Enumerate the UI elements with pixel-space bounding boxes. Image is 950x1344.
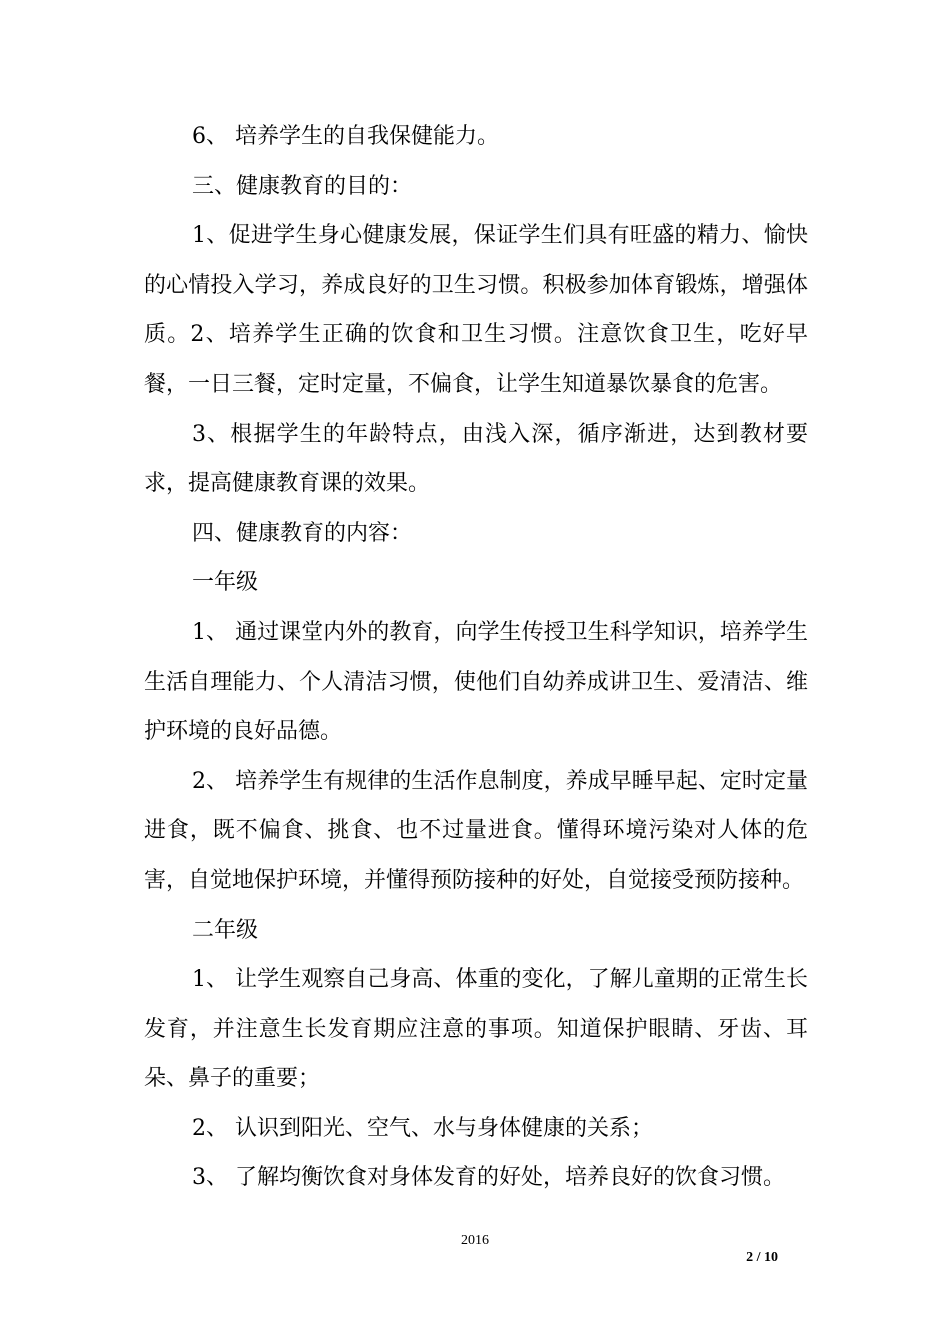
section-heading: 四、健康教育的内容： <box>192 520 413 546</box>
paragraph: 3、根据学生的年龄特点，由浅入深，循序渐进，达到教材要求，提高健康教育课的效果。 <box>144 421 808 497</box>
page-number: 2 / 10 <box>746 1250 778 1265</box>
grade-heading: 一年级 <box>192 570 259 596</box>
paragraph: 2、 培养学生有规律的生活作息制度，养成早睡早起、定时定量进食，既不偏食、挑食、也不过量进食。懂得环境污染对人体的危害，自觉地保护环境，并懂得预防接种的好处，自觉接受预防接种。 <box>144 768 808 893</box>
footer-year: 2016 <box>461 1233 489 1248</box>
paragraph: 1、 让学生观察自己身高、体重的变化，了解儿童期的正常生长发育，并注意生长发育期应注意的事项。知道保护眼睛、牙齿、耳朵、鼻子的重要； <box>144 967 808 1092</box>
paragraph: 6、 培养学生的自我保健能力。 <box>192 124 499 149</box>
document-body <box>144 112 808 1203</box>
paragraph: 2、 认识到阳光、空气、水与身体健康的关系； <box>192 1115 653 1141</box>
paragraph: 1、 通过课堂内外的教育，向学生传授卫生科学知识，培养学生生活自理能力、个人清洁习惯，使他们自幼养成讲卫生、爱清洁、维护环境的良好品德。 <box>144 619 808 745</box>
paragraph: 1、促进学生身心健康发展，保证学生们具有旺盛的精力、愉快的心情投入学习，养成良好的卫生习惯。积极参加体育锻炼，增强体质。2、培养学生正确的饮食和卫生习惯。注意饮食卫生，吃好早餐，一日三餐，定时定量，不偏食，让学生知道暴饮暴食的危害。 <box>144 223 808 397</box>
section-heading: 三、健康教育的目的： <box>192 173 413 199</box>
grade-heading: 二年级 <box>192 917 259 943</box>
paragraph: 3、 了解均衡饮食对身体发育的好处，培养良好的饮食习惯。 <box>192 1165 785 1191</box>
